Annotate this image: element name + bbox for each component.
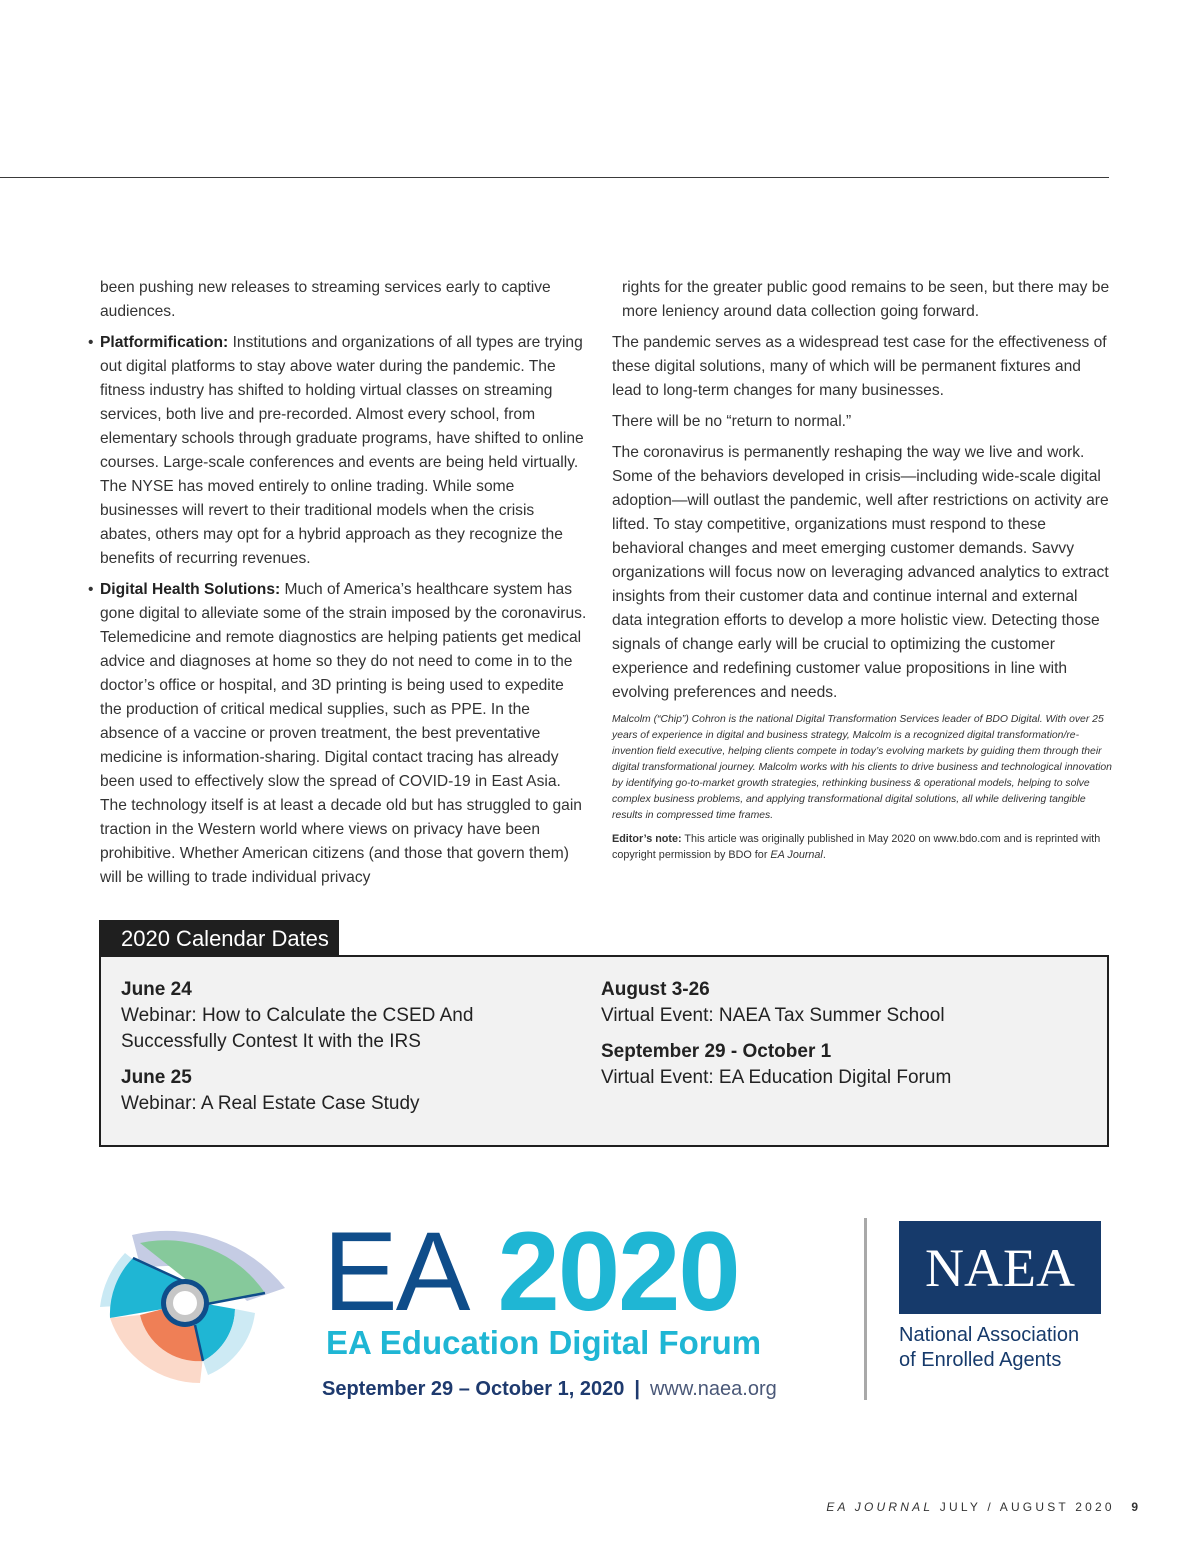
article-right-column [612, 276, 1112, 870]
forum-dates: September 29 – October 1, 2020 [322, 1378, 625, 1400]
bullet-digital-health [88, 578, 588, 890]
calendar-date: June 24 [121, 979, 192, 1000]
naea-logo: NAEA [899, 1221, 1101, 1314]
bullet-platformification [88, 331, 588, 571]
calendar-item [121, 977, 581, 1055]
naea-name-line1: National Association [899, 1324, 1080, 1346]
footer-issue: JULY / AUGUST 2020 [939, 1500, 1115, 1514]
naea-name-line2: of Enrolled Agents [899, 1349, 1062, 1371]
forum-subtitle: EA Education Digital Forum [326, 1324, 762, 1361]
naea-url-link[interactable]: www.naea.org [649, 1378, 777, 1400]
bullet-text: Much of America’s healthcare system has gone digital to alleviate some of the strain imposed by the coronavirus. Telemedicine and remote diagnostics are helping patients get medical advice and diagnoses at home so they do not need to come in to the doctor’s office or hospital, and 3D printing is being used to expedite the production of critical medical supplies, such as PPE. In the absence of a vaccine or proven treatment, the best preventative medicine is information-sharing. Digital contact tracing has already been used to effectively slow the spread of COVID-19 in East Asia. The technology itself is at least a decade old but has struggled to gain traction in the Western world where views on privacy have been prohibitive. Whether American citizens (and those that govern them) will be willing to trade individual privacy [100, 581, 587, 886]
editors-note-label: Editor’s note: [612, 833, 682, 845]
page-number: 9 [1131, 1500, 1138, 1514]
calendar-item [601, 977, 1091, 1029]
editors-note-end: . [822, 849, 826, 861]
calendar-event: Webinar: How to Calculate the CSED And Successfully Contest It with the IRS [121, 1005, 474, 1052]
ea-forum-logo-icon [95, 1203, 295, 1393]
calendar-date: August 3-26 [601, 979, 710, 1000]
ea-2020-title [323, 1209, 739, 1334]
calendar-date: June 25 [121, 1067, 192, 1088]
page-footer [826, 1500, 1138, 1514]
header-rule [0, 177, 1109, 178]
naea-full-name [899, 1323, 1129, 1373]
article-left-column [88, 276, 588, 897]
bullet-dot: • [88, 581, 94, 598]
calendar-event: Webinar: A Real Estate Case Study [121, 1093, 420, 1114]
calendar-right-column [601, 977, 1091, 1101]
bullet-label: Platformification: [100, 334, 229, 351]
footer-journal: EA JOURNAL [826, 1500, 934, 1514]
author-bio: Malcolm (“Chip”) Cohron is the national Digital Transformation Services leader of BDO Digital. With over 25 years of experience in digital and business strategy, Malcolm is a recognized digital transformation/re-invention field executive, helping clients compete in today’s evolving markets by guiding them through their digital transformational journey. Malcolm works with his clients to drive business and technological innovation by identifying go-to-market growth strategies, rethinking business & operational models, helping to solve complex business problems, and applying transformational digital solutions, all while delivering tangible results in compressed time frames. [612, 714, 1112, 821]
calendar-left-column [121, 977, 581, 1127]
paragraph: The coronavirus is permanently reshaping the way we live and work. Some of the behaviors developed in crisis—including wide-scale digital adoption—will outlast the pandemic, well after restrictions on activity are lifted. To stay competitive, organizations must respond to these behavioral changes and meet emerging customer demands. Savvy organizations will focus now on leveraging advanced analytics to extract insights from their customer data and continue internal and external data integration efforts to develop a more holistic view. Detecting those signals of change early will be crucial to optimizing the customer experience and redefining customer value propositions in line with evolving preferences and needs. [612, 444, 1109, 701]
paragraph: The pandemic serves as a widespread test case for the effectiveness of these digital solutions, many of which will be permanent fixtures and lead to long-term changes for many businesses. [612, 334, 1107, 399]
calendar-item [121, 1065, 581, 1117]
bullet-dot: • [88, 334, 94, 351]
calendar-event: Virtual Event: EA Education Digital Forum [601, 1067, 952, 1088]
calendar-title: 2020 Calendar Dates [99, 920, 339, 956]
editors-note-text: This article was originally published in May 2020 on www.bdo.com and is reprinted with copyright permission by BDO for [612, 833, 1101, 861]
vertical-divider [864, 1218, 867, 1400]
calendar-date: September 29 - October 1 [601, 1041, 832, 1062]
calendar-box [99, 955, 1109, 1147]
left-continued-paragraph: been pushing new releases to streaming services early to captive audiences. [100, 279, 551, 320]
paragraph: There will be no “return to normal.” [612, 413, 852, 430]
editors-note [612, 831, 1112, 863]
ea-text: EA [323, 1209, 469, 1334]
calendar-event: Virtual Event: NAEA Tax Summer School [601, 1005, 945, 1026]
forum-dates-line [322, 1375, 777, 1403]
calendar-item [601, 1039, 1091, 1091]
bullet-text: Institutions and organizations of all types are trying out digital platforms to stay above water during the pandemic. The fitness industry has shifted to holding virtual classes on streaming services, both live and pre-recorded. Almost every school, from elementary schools through graduate programs, have shifted to online courses. Large-scale conferences and events are being held virtually. The NYSE has moved entirely to online trading. While some businesses will revert to their traditional models when the crisis abates, others may opt for a hybrid approach as they recognize the benefits of recurring revenues. [100, 334, 584, 567]
bullet-label: Digital Health Solutions: [100, 581, 281, 598]
editors-note-journal: EA Journal [770, 849, 823, 861]
right-continued-paragraph: rights for the greater public good remains to be seen, but there may be more leniency around data collection going forward. [622, 279, 1110, 320]
year-text: 2020 [497, 1209, 739, 1334]
separator: | [634, 1378, 640, 1400]
